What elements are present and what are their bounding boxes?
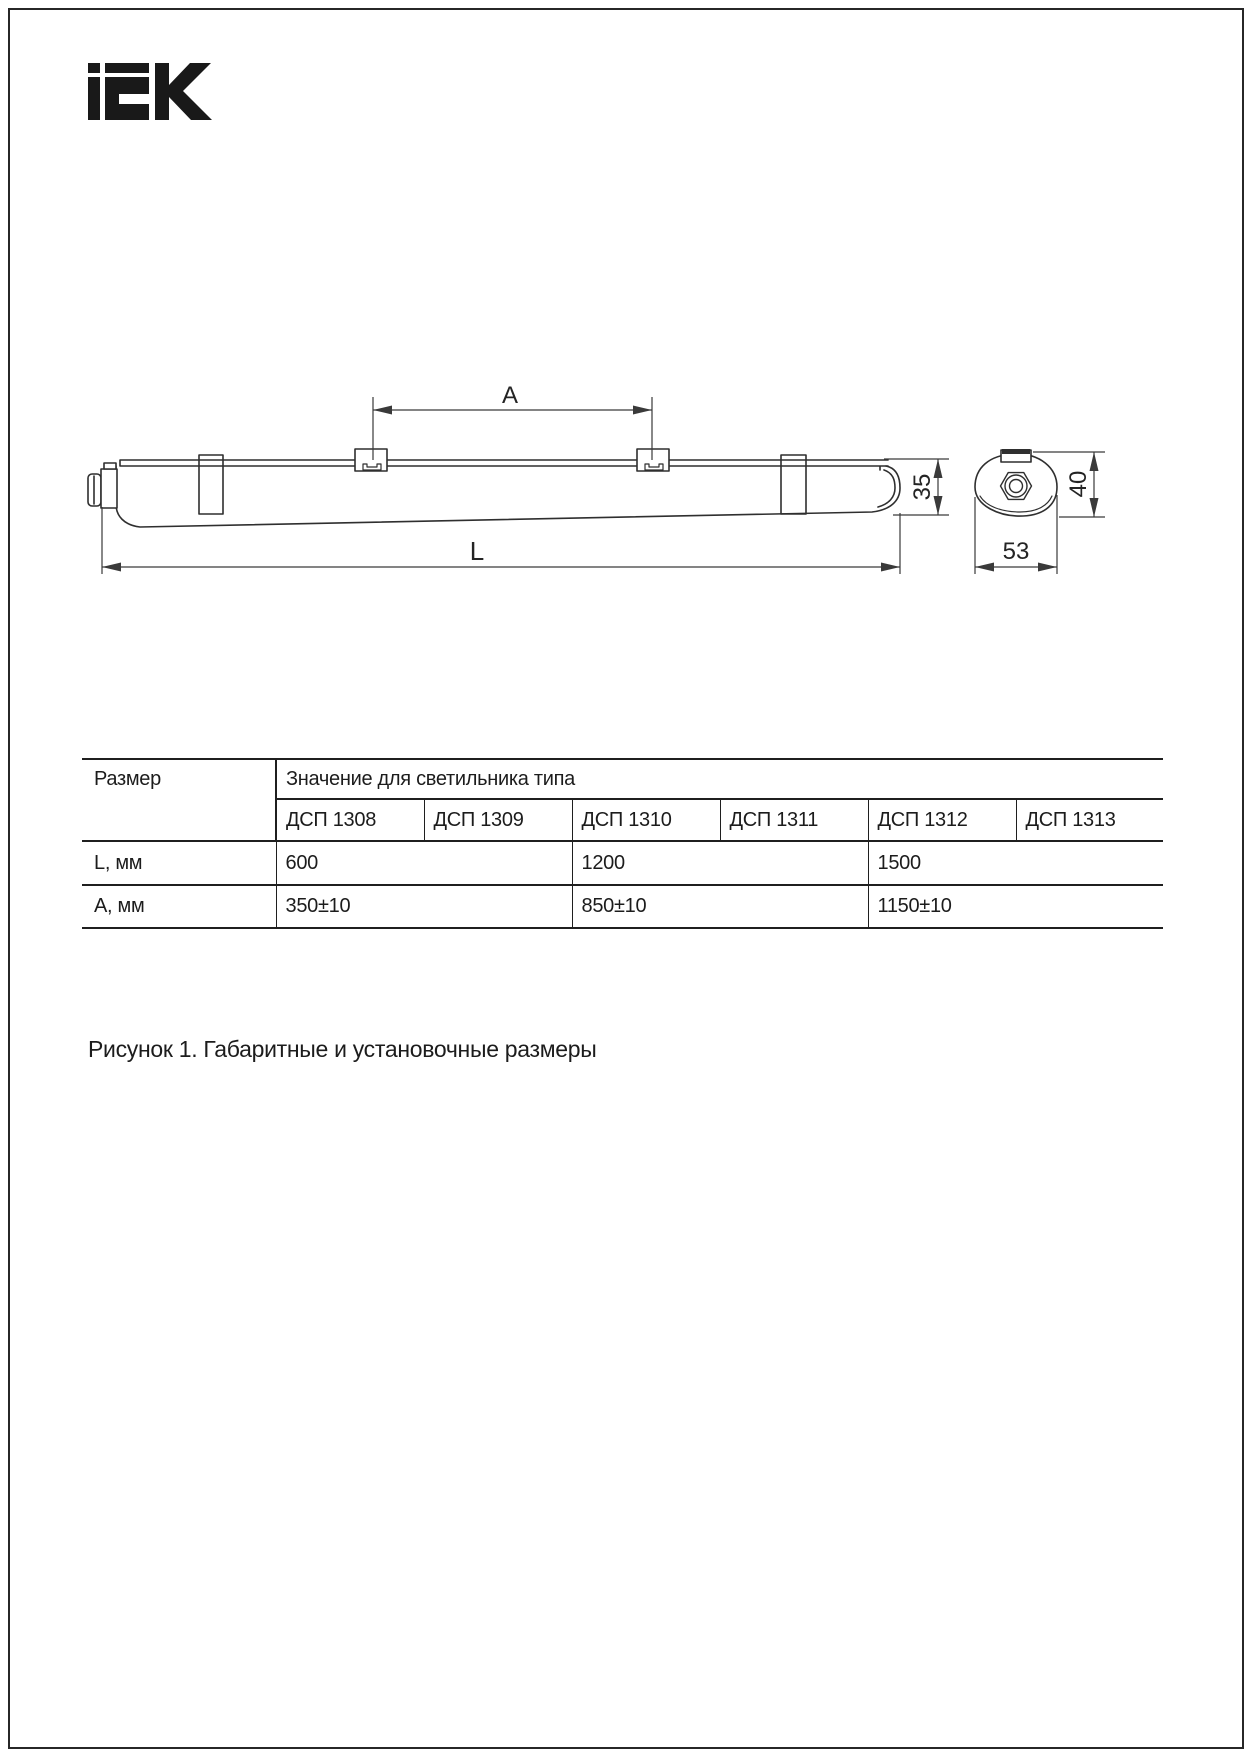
technical-drawing	[0, 0, 1250, 620]
fixture-side-view	[88, 449, 900, 527]
dimension-35	[884, 459, 949, 515]
figure-caption: Рисунок 1. Габаритные и установочные размеры	[88, 1036, 597, 1062]
dimension-a	[373, 382, 652, 460]
cell-a-850: 850±10	[572, 885, 868, 928]
cell-l-600: 600	[276, 841, 572, 885]
table-header-type-1308: ДСП 1308	[276, 799, 424, 841]
fixture-cross-section	[975, 449, 1057, 516]
table-header-size: Размер	[82, 759, 276, 841]
cell-l-1500: 1500	[868, 841, 1163, 885]
dimension-a-label: A	[501, 382, 519, 409]
cell-a-1150: 1150±10	[868, 885, 1163, 928]
table-row	[82, 885, 1163, 928]
dimension-53-label: 53	[1002, 538, 1030, 565]
table-header-type-1312: ДСП 1312	[868, 799, 1016, 841]
table-header-type-1311: ДСП 1311	[720, 799, 868, 841]
table-header-type-1309: ДСП 1309	[424, 799, 572, 841]
dimension-35-label: 35	[909, 473, 936, 501]
table-header-group: Значение для светильника типа	[276, 759, 1163, 799]
table-row	[82, 841, 1163, 885]
row-label-a: А, мм	[82, 885, 276, 928]
dimension-l	[102, 507, 900, 574]
cell-a-350: 350±10	[276, 885, 572, 928]
row-label-l: L, мм	[82, 841, 276, 885]
cell-l-1200: 1200	[572, 841, 868, 885]
table-header-type-1310: ДСП 1310	[572, 799, 720, 841]
dimension-40-label: 40	[1065, 470, 1092, 498]
dimensions-table	[82, 758, 1163, 929]
dimension-l-label: L	[469, 536, 485, 566]
table-header-type-1313: ДСП 1313	[1016, 799, 1163, 841]
